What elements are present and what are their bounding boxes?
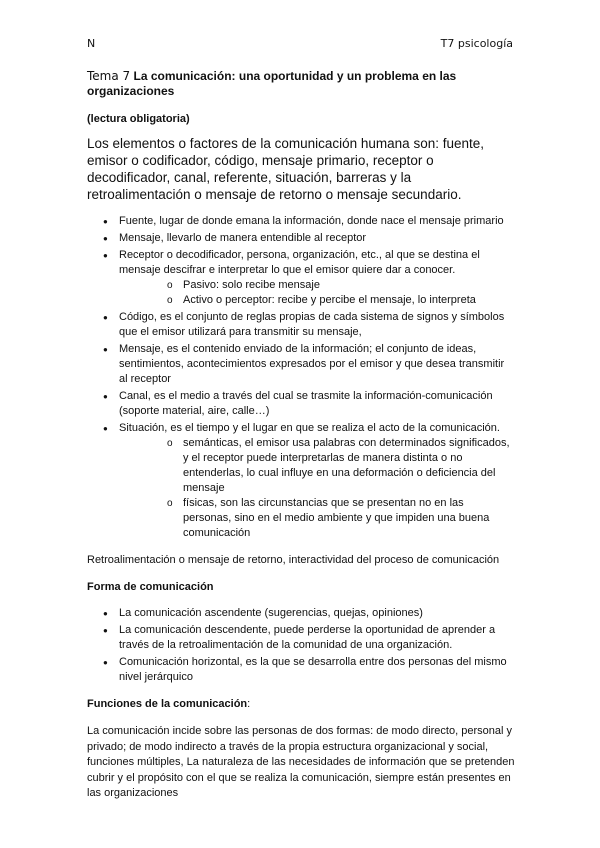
funciones-heading-text: Funciones de la comunicación (87, 698, 248, 710)
element-list-item (87, 421, 515, 541)
element-text: Receptor o decodificador, persona, organización, etc., al que se destina el mensaje descifrar e interpretar lo que el emisor quiere dar a conocer. (119, 249, 480, 276)
element-list-item (87, 231, 515, 246)
funciones-heading-colon: : (247, 698, 251, 710)
element-subitem: o físicas, son las circunstancias que se presentan no en las personas, sino en el medio ambiente y que impiden una buena comunicación (119, 496, 515, 541)
element-text: Situación, es el tiempo y el lugar en que se realiza el acto de la comunicación. (119, 422, 500, 434)
element-subitem: o semánticas, el emisor usa palabras con determinados significados, y el receptor puede interpretarlas de manera distinta o no entenderlas, lo cual influye en una deformación o deficiencia del mensaje (119, 436, 515, 496)
header-left: N (87, 37, 96, 50)
element-sublist (119, 436, 515, 541)
element-sublist (119, 278, 515, 308)
element-text: Mensaje, es el contenido enviado de la información; el conjunto de ideas, sentimientos, acontecimientos expresados por el emisor y que desea transmitir al receptor (119, 343, 505, 385)
forma-list-item: ● Comunicación horizontal, es la que se desarrolla entre dos personas del mismo nivel jerárquico (87, 655, 515, 685)
element-text: Canal, es el medio a través del cual se trasmite la información-comunicación (soporte material, aire, calle…) (119, 390, 493, 417)
element-text: Mensaje, llevarlo de manera entendible al receptor (119, 232, 367, 244)
element-text: Fuente, lugar de donde emana la información, donde nace el mensaje primario (119, 215, 504, 227)
forma-list-item: ● La comunicación descendente, puede perderse la oportunidad de aprender a través de la retroalimentación de la comunidad de una organización. (87, 623, 515, 653)
element-list-item (87, 214, 515, 229)
element-subitem: o Activo o perceptor: recibe y percibe el mensaje, lo interpreta (119, 293, 515, 308)
funciones-heading (87, 697, 515, 712)
document-subtitle: (lectura obligatoria) (87, 113, 190, 125)
element-subitem: o Pasivo: solo recibe mensaje (119, 278, 515, 293)
title-tema: Tema 7 (87, 69, 131, 83)
element-list-item (87, 342, 515, 387)
element-list-item (87, 310, 515, 340)
element-text: Código, es el conjunto de reglas propias de cada sistema de signos y símbolos que el emisor utilizará para transmitir su mensaje, (119, 311, 505, 338)
elements-list (87, 214, 515, 541)
element-list-item (87, 389, 515, 419)
retro-paragraph: Retroalimentación o mensaje de retorno, interactividad del proceso de comunicación (87, 554, 500, 566)
forma-list-item: ● La comunicación ascendente (sugerencias, quejas, opiniones) (87, 606, 515, 621)
title-text: La comunicación: una oportunidad y un problema en las organizaciones (87, 69, 457, 98)
document-title (87, 69, 515, 99)
funciones-paragraph: La comunicación incide sobre las personas de dos formas: de modo directo, personal y privado; de modo indirecto a través de la propia estructura organizacional y social, funciones múltiples, La naturaleza de las necesidades de información que se pretenden cubrir y el propósito con el que se realiza la comunicación, siempre están presentes en las organizaciones (87, 725, 515, 799)
intro-paragraph: Los elementos o factores de la comunicación humana son: fuente, emisor o codificador, código, mensaje primario, receptor o decodificador, canal, referente, situación, barreras y la retroalimentación o mensaje de retorno o mensaje secundario. (87, 136, 484, 202)
forma-heading: Forma de comunicación (87, 581, 214, 593)
document-body (87, 69, 515, 802)
forma-list (87, 606, 515, 685)
header-right: T7 psicología (440, 37, 513, 50)
element-list-item (87, 248, 515, 308)
